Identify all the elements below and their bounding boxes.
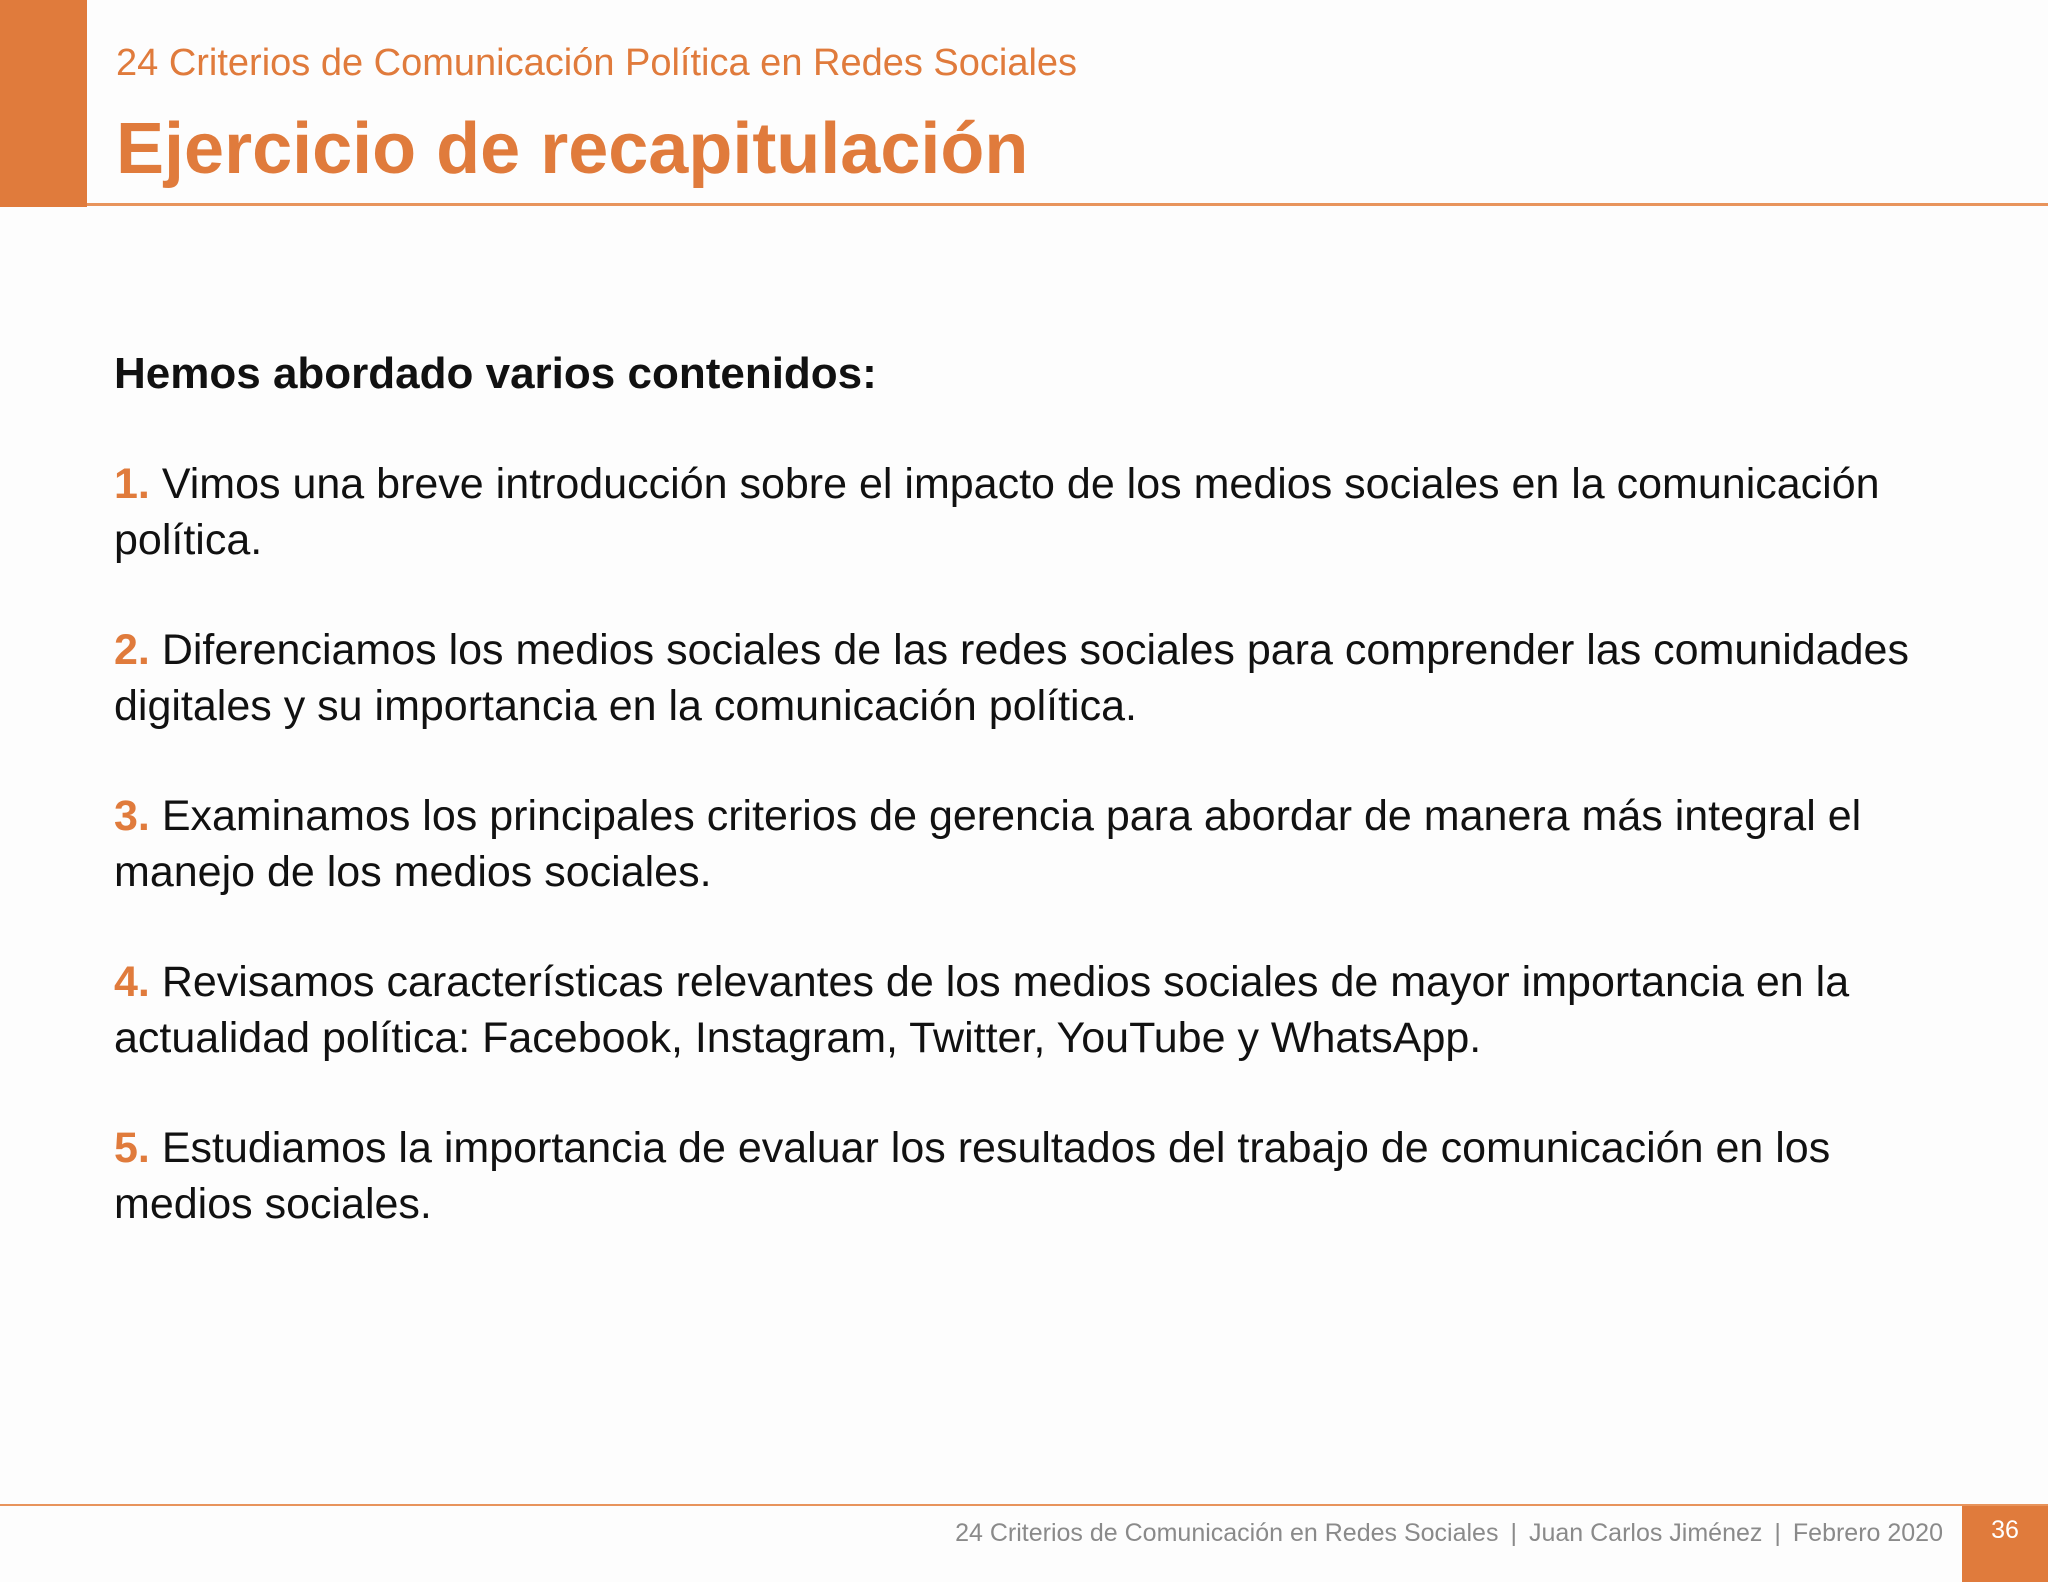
list-item-number: 1. bbox=[114, 460, 150, 508]
page-number: 36 bbox=[1991, 1516, 2019, 1544]
list-item-text: Diferenciamos los medios sociales de las redes sociales para comprender las comunidades digitales y su importancia en la comunicación política. bbox=[114, 626, 1909, 730]
list-item-text: Estudiamos la importancia de evaluar los resultados del trabajo de comunicación en los medios sociales. bbox=[114, 1124, 1831, 1228]
slide-content bbox=[114, 346, 1964, 1286]
footer-author: Juan Carlos Jiménez bbox=[1528, 1519, 1763, 1547]
slide-title: Ejercicio de recapitulación bbox=[116, 109, 1029, 189]
list-item bbox=[114, 622, 1964, 734]
list-item-number: 2. bbox=[114, 626, 150, 674]
list-item-number: 5. bbox=[114, 1124, 150, 1172]
header-accent-block bbox=[0, 0, 87, 207]
list-item bbox=[114, 788, 1964, 900]
list-item-text: Examinamos los principales criterios de gerencia para abordar de manera más integral el manejo de los medios sociales. bbox=[114, 792, 1862, 896]
list-item bbox=[114, 456, 1964, 568]
content-lead: Hemos abordado varios contenidos: bbox=[114, 349, 877, 398]
footer-date: Febrero 2020 bbox=[1792, 1519, 1943, 1547]
slide-subtitle: 24 Criterios de Comunicación Política en Redes Sociales bbox=[116, 42, 1078, 84]
footer-info bbox=[955, 1519, 1943, 1548]
footer-divider bbox=[0, 1504, 2048, 1506]
footer-separator: | bbox=[1774, 1519, 1781, 1547]
footer-course: 24 Criterios de Comunicación en Redes Sociales bbox=[955, 1519, 1499, 1547]
header-divider bbox=[87, 203, 2048, 206]
page-number-box bbox=[1962, 1506, 2048, 1582]
list-item bbox=[114, 954, 1964, 1066]
list-item-text: Vimos una breve introducción sobre el impacto de los medios sociales en la comunicación política. bbox=[114, 460, 1880, 564]
list-item bbox=[114, 1120, 1964, 1232]
list-item-number: 3. bbox=[114, 792, 150, 840]
footer-separator: | bbox=[1510, 1519, 1517, 1547]
list-item-number: 4. bbox=[114, 958, 150, 1006]
list-item-text: Revisamos características relevantes de los medios sociales de mayor importancia en la actualidad política: Facebook, Instagram, Twitter, YouTube y WhatsApp. bbox=[114, 958, 1850, 1062]
